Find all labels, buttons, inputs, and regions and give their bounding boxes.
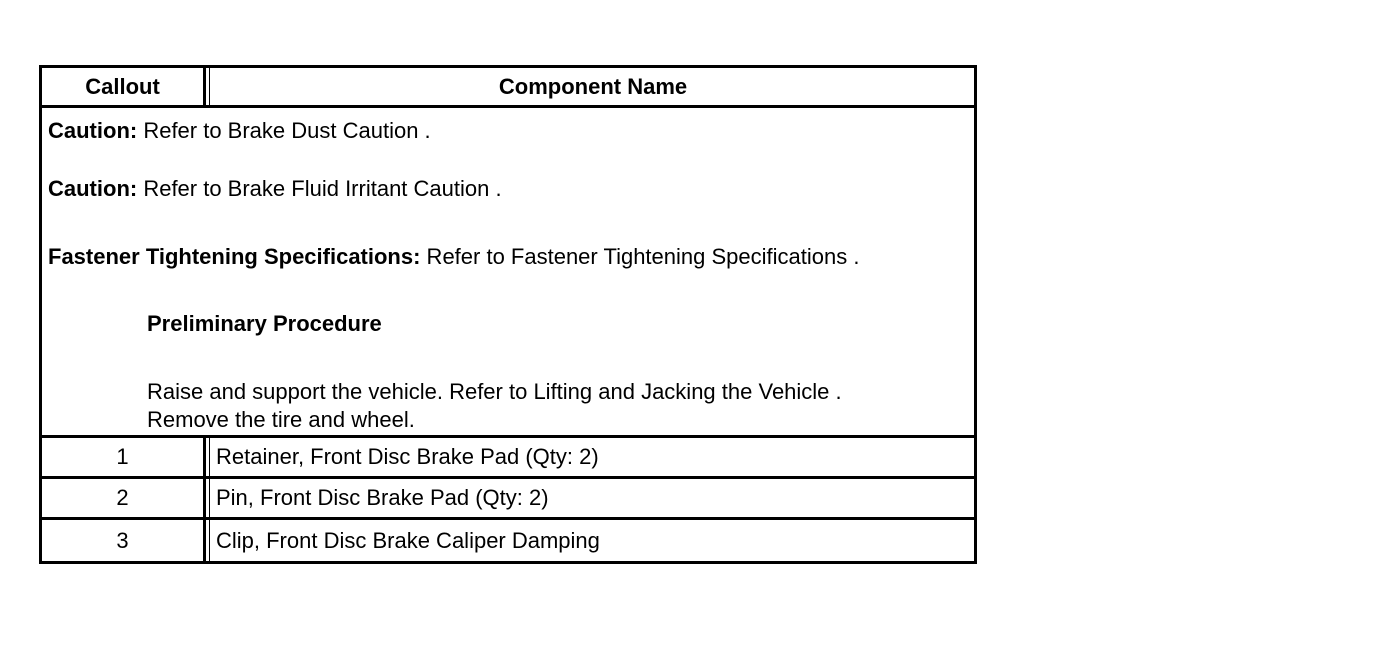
component-table	[39, 65, 977, 564]
callout-number: 3	[116, 527, 129, 553]
notes-block	[42, 108, 974, 438]
component-name-cell	[212, 520, 974, 561]
preliminary-step-1: Raise and support the vehicle. Refer to Lifting and Jacking the Vehicle .	[147, 379, 842, 404]
table-header-row	[42, 68, 974, 108]
caution-label: Caution:	[48, 176, 138, 201]
header-callout-cell	[42, 68, 206, 105]
table-row	[42, 520, 974, 561]
header-callout-label: Callout	[85, 73, 160, 99]
callout-number: 1	[116, 444, 129, 469]
callout-cell	[42, 520, 206, 561]
caution-label: Caution:	[48, 118, 138, 143]
header-component-name-cell	[212, 68, 974, 105]
preliminary-procedure-title: Preliminary Procedure	[147, 311, 382, 336]
component-name: Clip, Front Disc Brake Caliper Damping	[216, 527, 600, 553]
fastener-text: Refer to Fastener Tightening Specifications .	[420, 244, 860, 269]
fastener-spec-note	[48, 244, 859, 270]
caution-note-1	[48, 118, 431, 144]
header-component-name-label: Component Name	[498, 73, 688, 99]
preliminary-step-2: Remove the tire and wheel.	[147, 407, 415, 432]
component-name-cell	[212, 438, 974, 476]
callout-cell	[42, 479, 206, 517]
caution-note-2	[48, 176, 502, 202]
callout-number: 2	[116, 485, 129, 510]
component-name: Retainer, Front Disc Brake Pad (Qty: 2)	[216, 444, 599, 469]
component-name-cell	[212, 479, 974, 517]
table-row	[42, 479, 974, 520]
table-row	[42, 438, 974, 479]
callout-cell	[42, 438, 206, 476]
caution-text: Refer to Brake Dust Caution .	[137, 118, 431, 143]
component-name: Pin, Front Disc Brake Pad (Qty: 2)	[216, 485, 549, 510]
fastener-label: Fastener Tightening Specifications:	[48, 244, 421, 269]
caution-text: Refer to Brake Fluid Irritant Caution .	[137, 176, 502, 201]
